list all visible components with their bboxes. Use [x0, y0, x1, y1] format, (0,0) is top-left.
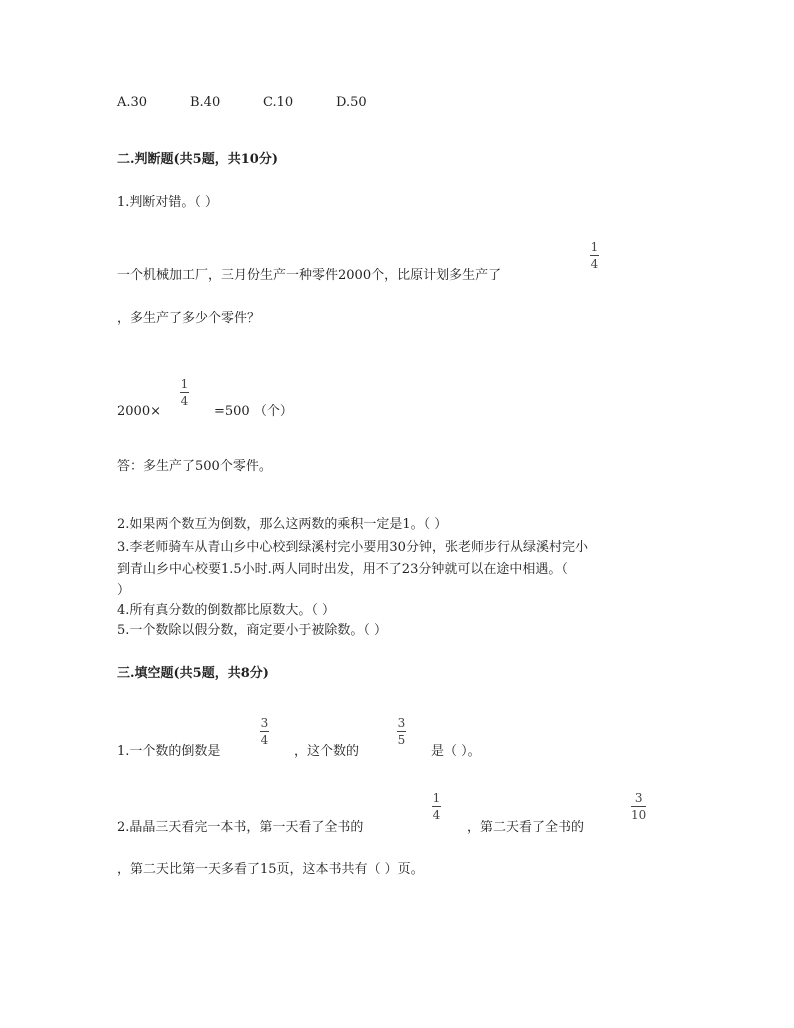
calc-right: =500 （个）	[214, 404, 293, 419]
fraction-denominator: 5	[397, 733, 406, 747]
fraction-numerator: 1	[590, 240, 599, 254]
option-a: A.30	[117, 95, 148, 110]
fraction-numerator: 3	[634, 791, 643, 805]
s2-q3-line2: 到青山乡中心校要1.5小时.两人同时出发，用不了23分钟就可以在途中相遇。（	[117, 562, 568, 577]
s2-q5: 5.一个数除以假分数，商定要小于被除数。（ ）	[117, 623, 388, 638]
option-b: B.40	[190, 95, 221, 110]
s2-q4: 4.所有真分数的倒数都比原数大。（ ）	[117, 603, 336, 618]
calc-left: 2000×	[117, 404, 161, 419]
fraction-numerator: 3	[260, 716, 269, 730]
s2-q1-problem-a: 一个机械加工厂，三月份生产一种零件2000个，比原计划多生产了	[117, 268, 502, 283]
fraction-bar	[180, 392, 189, 393]
s2-q1-fraction	[590, 241, 599, 271]
s2-q3-line1: 3.李老师骑车从青山乡中心校到绿溪村完小要用30分钟，张老师步行从绿溪村完小	[117, 540, 588, 555]
fraction-denominator: 4	[260, 733, 269, 747]
option-c: C.10	[263, 95, 294, 110]
fraction-denominator: 10	[631, 808, 647, 822]
s3-q2-fraction-2	[631, 792, 646, 822]
s3-q1-fraction-2	[397, 717, 406, 747]
s3-q1-a: 1.一个数的倒数是	[117, 744, 221, 759]
fraction-numerator: 1	[180, 377, 189, 391]
fraction-bar	[590, 255, 599, 256]
s3-q2-a: 2.晶晶三天看完一本书，第一天看了全书的	[117, 820, 364, 835]
s3-q2-b: ，第二天看了全书的	[467, 820, 585, 835]
answer-line: 答：多生产了500个零件。	[117, 459, 272, 474]
s2-q3-line3: ）	[117, 583, 131, 598]
s3-q1-c: 是（ ）。	[431, 744, 481, 759]
s3-q1-fraction-1	[260, 717, 269, 747]
s3-q2-c: ，第二天比第一天多看了15页，这本书共有（ ）页。	[117, 862, 424, 877]
s2-q2: 2.如果两个数互为倒数，那么这两数的乘积一定是1。（ ）	[117, 517, 448, 532]
fraction-numerator: 1	[432, 791, 441, 805]
fraction-denominator: 4	[590, 257, 599, 271]
fraction-bar	[432, 806, 441, 807]
option-d: D.50	[336, 95, 367, 110]
fraction-denominator: 4	[432, 808, 441, 822]
s3-q2-fraction-1	[432, 792, 441, 822]
calc-fraction	[180, 378, 189, 408]
fraction-bar	[260, 731, 269, 732]
section-3-heading: 三.填空题(共5题，共8分)	[117, 666, 269, 681]
s2-q1-intro: 1.判断对错。（ ）	[117, 195, 219, 210]
section-2-heading: 二.判断题(共5题，共10分)	[117, 152, 278, 167]
s2-q1-problem-b: ，多生产了多少个零件？	[117, 311, 261, 326]
fraction-bar	[631, 806, 646, 807]
fraction-denominator: 4	[180, 394, 189, 408]
fraction-numerator: 3	[397, 716, 406, 730]
fraction-bar	[397, 731, 406, 732]
s3-q1-b: ，这个数的	[294, 744, 360, 759]
